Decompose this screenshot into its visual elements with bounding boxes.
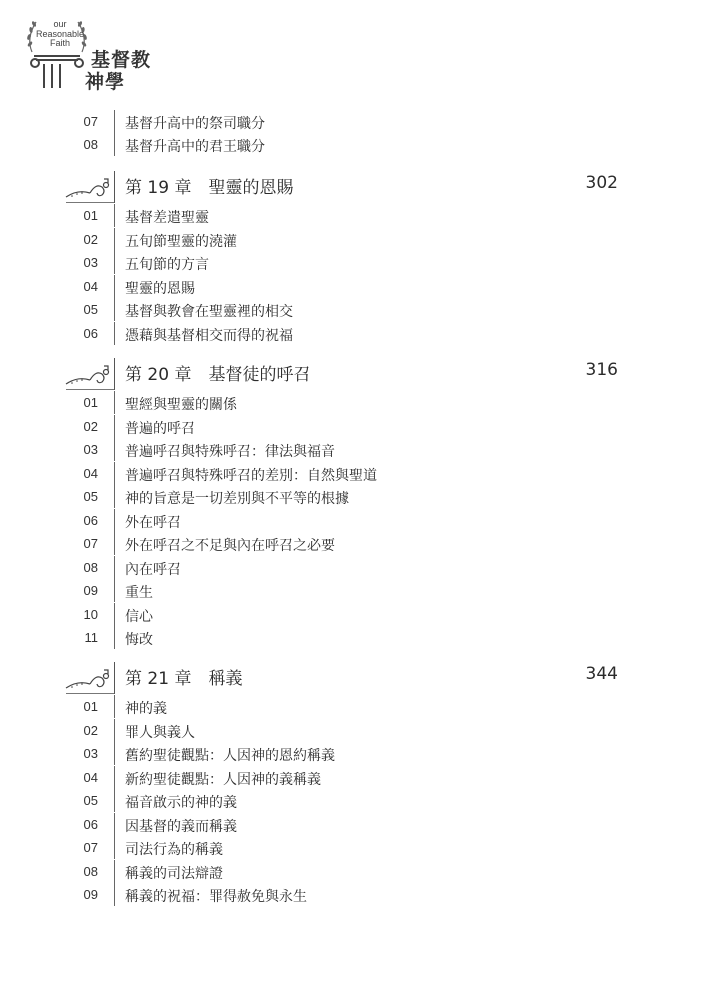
chapter-heading[interactable] bbox=[0, 358, 714, 388]
entry-divider bbox=[114, 695, 115, 718]
entry-title: 福音啟示的神的義 bbox=[125, 795, 237, 811]
entry-number: 01 bbox=[83, 395, 98, 410]
logo-en-line-3: Faith bbox=[49, 38, 70, 48]
entry-number: 03 bbox=[83, 746, 98, 761]
entry-divider bbox=[114, 789, 115, 812]
entry-title: 基督升高中的君王職分 bbox=[125, 139, 265, 155]
entry-divider bbox=[114, 626, 115, 649]
entry-number: 10 bbox=[83, 606, 98, 622]
entry-title: 外在呼召 bbox=[125, 514, 181, 531]
entry-divider bbox=[114, 204, 115, 227]
entry-divider bbox=[114, 532, 115, 555]
entry-number: 03 bbox=[83, 442, 98, 457]
entry-title: 舊約聖徒觀點：人因神的恩約稱義 bbox=[125, 748, 335, 764]
toc-entry[interactable] bbox=[0, 462, 714, 485]
entry-title: 普遍呼召與特殊呼召：律法與福音 bbox=[125, 444, 335, 460]
entry-number: 07 bbox=[83, 840, 98, 855]
entry-divider bbox=[114, 556, 115, 579]
entry-number: 05 bbox=[83, 302, 98, 317]
entry-title: 憑藉與基督相交而得的祝福 bbox=[125, 327, 293, 344]
entry-title: 神的旨意是一切差別與不平等的根據 bbox=[125, 491, 349, 507]
entry-number: 09 bbox=[83, 583, 98, 598]
toc-entry[interactable] bbox=[0, 813, 714, 836]
entry-number: 08 bbox=[83, 137, 98, 152]
entry-title: 五旬節聖靈的澆灌 bbox=[125, 233, 237, 250]
entry-title: 新約聖徒觀點：人因神的義稱義 bbox=[125, 771, 321, 788]
entry-number: 02 bbox=[83, 722, 98, 738]
entry-title: 神的義 bbox=[125, 701, 167, 717]
ornament-icon bbox=[64, 175, 110, 201]
logo-title-line-1: 基督教 bbox=[91, 49, 152, 71]
entry-title: 因基督的義而稱義 bbox=[125, 818, 237, 835]
entry-title: 稱義的司法辯證 bbox=[125, 865, 223, 882]
entry-divider bbox=[114, 813, 115, 836]
toc-entry[interactable] bbox=[0, 556, 714, 579]
toc-entry[interactable] bbox=[0, 322, 714, 345]
entry-divider bbox=[114, 603, 115, 626]
entry-number: 11 bbox=[84, 630, 98, 645]
entry-divider bbox=[114, 228, 115, 251]
toc-entry[interactable] bbox=[0, 110, 714, 133]
entry-number: 08 bbox=[83, 559, 98, 575]
chapter-divider bbox=[114, 358, 115, 390]
entry-number: 04 bbox=[83, 769, 98, 785]
chapter-page-number: 302 bbox=[585, 173, 618, 193]
toc-entry[interactable] bbox=[0, 509, 714, 532]
toc-entry[interactable] bbox=[0, 719, 714, 742]
toc-entry[interactable] bbox=[0, 579, 714, 602]
ornament-icon bbox=[64, 362, 110, 388]
toc-entry[interactable] bbox=[0, 695, 714, 718]
logo-english-text bbox=[34, 20, 86, 49]
entry-title: 重生 bbox=[125, 585, 153, 601]
toc-entry[interactable] bbox=[0, 438, 714, 461]
toc-entry[interactable] bbox=[0, 626, 714, 649]
logo bbox=[22, 16, 172, 96]
entry-title: 普遍呼召與特殊呼召的差別：自然與聖道 bbox=[125, 467, 377, 484]
toc-entry[interactable] bbox=[0, 789, 714, 812]
entry-divider bbox=[114, 485, 115, 508]
chapter-divider bbox=[114, 171, 115, 203]
entry-divider bbox=[114, 766, 115, 789]
entry-divider bbox=[114, 579, 115, 602]
entry-divider bbox=[114, 391, 115, 414]
logo-en-line-1: our bbox=[53, 19, 67, 29]
toc-entry[interactable] bbox=[0, 228, 714, 251]
ornament-rule bbox=[66, 202, 114, 203]
entry-divider bbox=[114, 883, 115, 906]
toc-entry[interactable] bbox=[0, 766, 714, 789]
toc-entry[interactable] bbox=[0, 603, 714, 626]
entry-title: 基督升高中的祭司職分 bbox=[125, 116, 265, 132]
entry-number: 02 bbox=[83, 231, 98, 247]
entry-divider bbox=[114, 133, 115, 156]
entry-number: 04 bbox=[83, 465, 98, 481]
entry-number: 06 bbox=[83, 816, 98, 832]
entry-number: 06 bbox=[83, 512, 98, 528]
toc-entry[interactable] bbox=[0, 883, 714, 906]
entry-title: 信心 bbox=[125, 608, 153, 625]
toc-entry[interactable] bbox=[0, 251, 714, 274]
entry-number: 05 bbox=[83, 489, 98, 504]
entry-divider bbox=[114, 860, 115, 883]
entry-number: 04 bbox=[83, 278, 98, 294]
entry-title: 罪人與義人 bbox=[125, 724, 195, 741]
chapter-title: 第 19 章 聖靈的恩賜 bbox=[125, 178, 294, 198]
toc-entry[interactable] bbox=[0, 133, 714, 156]
toc-entry[interactable] bbox=[0, 532, 714, 555]
entry-number: 06 bbox=[83, 325, 98, 341]
entry-divider bbox=[114, 275, 115, 298]
chapter-heading[interactable] bbox=[0, 662, 714, 692]
entry-title: 基督差遣聖靈 bbox=[125, 210, 209, 226]
toc-entry[interactable] bbox=[0, 298, 714, 321]
entry-number: 02 bbox=[83, 418, 98, 434]
chapter-heading[interactable] bbox=[0, 171, 714, 201]
entry-title: 聖靈的恩賜 bbox=[125, 280, 195, 297]
toc-entry[interactable] bbox=[0, 742, 714, 765]
toc-entry[interactable] bbox=[0, 485, 714, 508]
entry-title: 內在呼召 bbox=[125, 561, 181, 578]
ornament-rule bbox=[66, 389, 114, 390]
entry-divider bbox=[114, 462, 115, 485]
entry-divider bbox=[114, 415, 115, 438]
entry-title: 稱義的祝福：罪得赦免與永生 bbox=[125, 889, 307, 905]
chapter-page-number: 316 bbox=[585, 360, 618, 380]
entry-divider bbox=[114, 719, 115, 742]
ornament-icon bbox=[64, 666, 110, 692]
toc-entry[interactable] bbox=[0, 415, 714, 438]
entry-title: 聖經與聖靈的關係 bbox=[125, 397, 237, 413]
entry-number: 03 bbox=[83, 255, 98, 270]
entry-divider bbox=[114, 110, 115, 133]
toc-entry[interactable] bbox=[0, 836, 714, 859]
toc-entry[interactable] bbox=[0, 860, 714, 883]
entry-number: 05 bbox=[83, 793, 98, 808]
toc-entry[interactable] bbox=[0, 391, 714, 414]
entry-divider bbox=[114, 836, 115, 859]
entry-divider bbox=[114, 251, 115, 274]
entry-number: 01 bbox=[83, 699, 98, 714]
entry-divider bbox=[114, 509, 115, 532]
entry-divider bbox=[114, 742, 115, 765]
entry-title: 基督與教會在聖靈裡的相交 bbox=[125, 304, 293, 320]
chapter-title: 第 20 章 基督徒的呼召 bbox=[125, 365, 311, 385]
logo-en-line-2: Reasonable bbox=[35, 28, 85, 39]
entry-title: 普遍的呼召 bbox=[125, 420, 195, 437]
chapter-title: 第 21 章 稱義 bbox=[125, 669, 243, 689]
toc-entry[interactable] bbox=[0, 204, 714, 227]
chapter-page-number: 344 bbox=[585, 664, 618, 684]
entry-title: 五旬節的方言 bbox=[125, 257, 209, 273]
chapter-divider bbox=[114, 662, 115, 694]
entry-number: 07 bbox=[83, 114, 98, 129]
entry-number: 01 bbox=[83, 208, 98, 223]
ornament-rule bbox=[66, 693, 114, 694]
entry-number: 08 bbox=[83, 863, 98, 879]
entry-divider bbox=[114, 322, 115, 345]
entry-title: 司法行為的稱義 bbox=[125, 842, 223, 858]
entry-divider bbox=[114, 438, 115, 461]
toc-entry[interactable] bbox=[0, 275, 714, 298]
entry-divider bbox=[114, 298, 115, 321]
entry-title: 悔改 bbox=[125, 632, 153, 648]
entry-title: 外在呼召之不足與內在呼召之必要 bbox=[125, 538, 335, 554]
logo-title-line-2: 神學 bbox=[85, 71, 126, 93]
entry-number: 07 bbox=[83, 536, 98, 551]
entry-number: 09 bbox=[83, 887, 98, 902]
